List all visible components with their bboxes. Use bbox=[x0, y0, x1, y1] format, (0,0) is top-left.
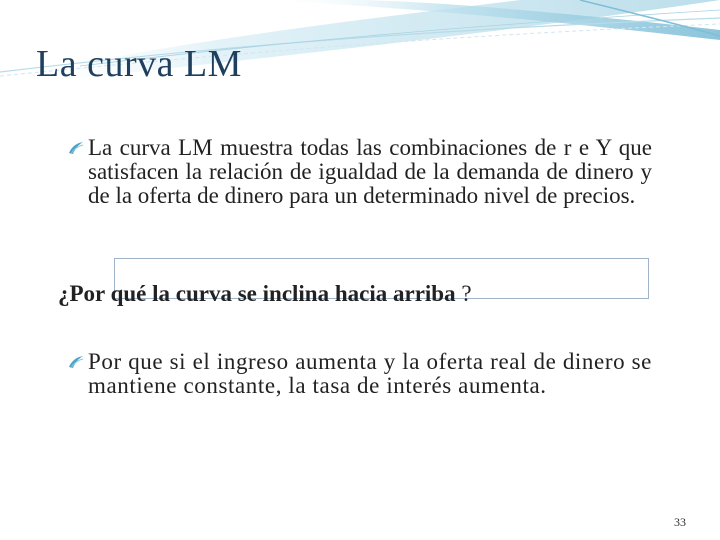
swoosh-bullet-icon bbox=[68, 354, 84, 370]
bullet-text-1: La curva LM muestra todas las combinaciones de r e Y que satisfacen la relación de igualdad de la demanda de dinero y de la oferta de dinero para un determinado nivel de precios. bbox=[88, 135, 652, 208]
question-text: ¿Por qué la curva se inclina hacia arriba bbox=[58, 281, 456, 306]
bullet-paragraph-1 bbox=[70, 136, 652, 208]
swoosh-bullet-icon bbox=[68, 140, 84, 156]
bullet-paragraph-2 bbox=[70, 350, 652, 398]
question-mark: ? bbox=[455, 281, 472, 306]
page-number: 33 bbox=[674, 515, 686, 529]
slide-title: La curva LM bbox=[36, 43, 242, 85]
question-line bbox=[58, 281, 472, 307]
bullet-text-2: Por que si el ingreso aumenta y la oferta real de dinero se mantiene constante, la tasa de interés aumenta. bbox=[88, 349, 652, 398]
